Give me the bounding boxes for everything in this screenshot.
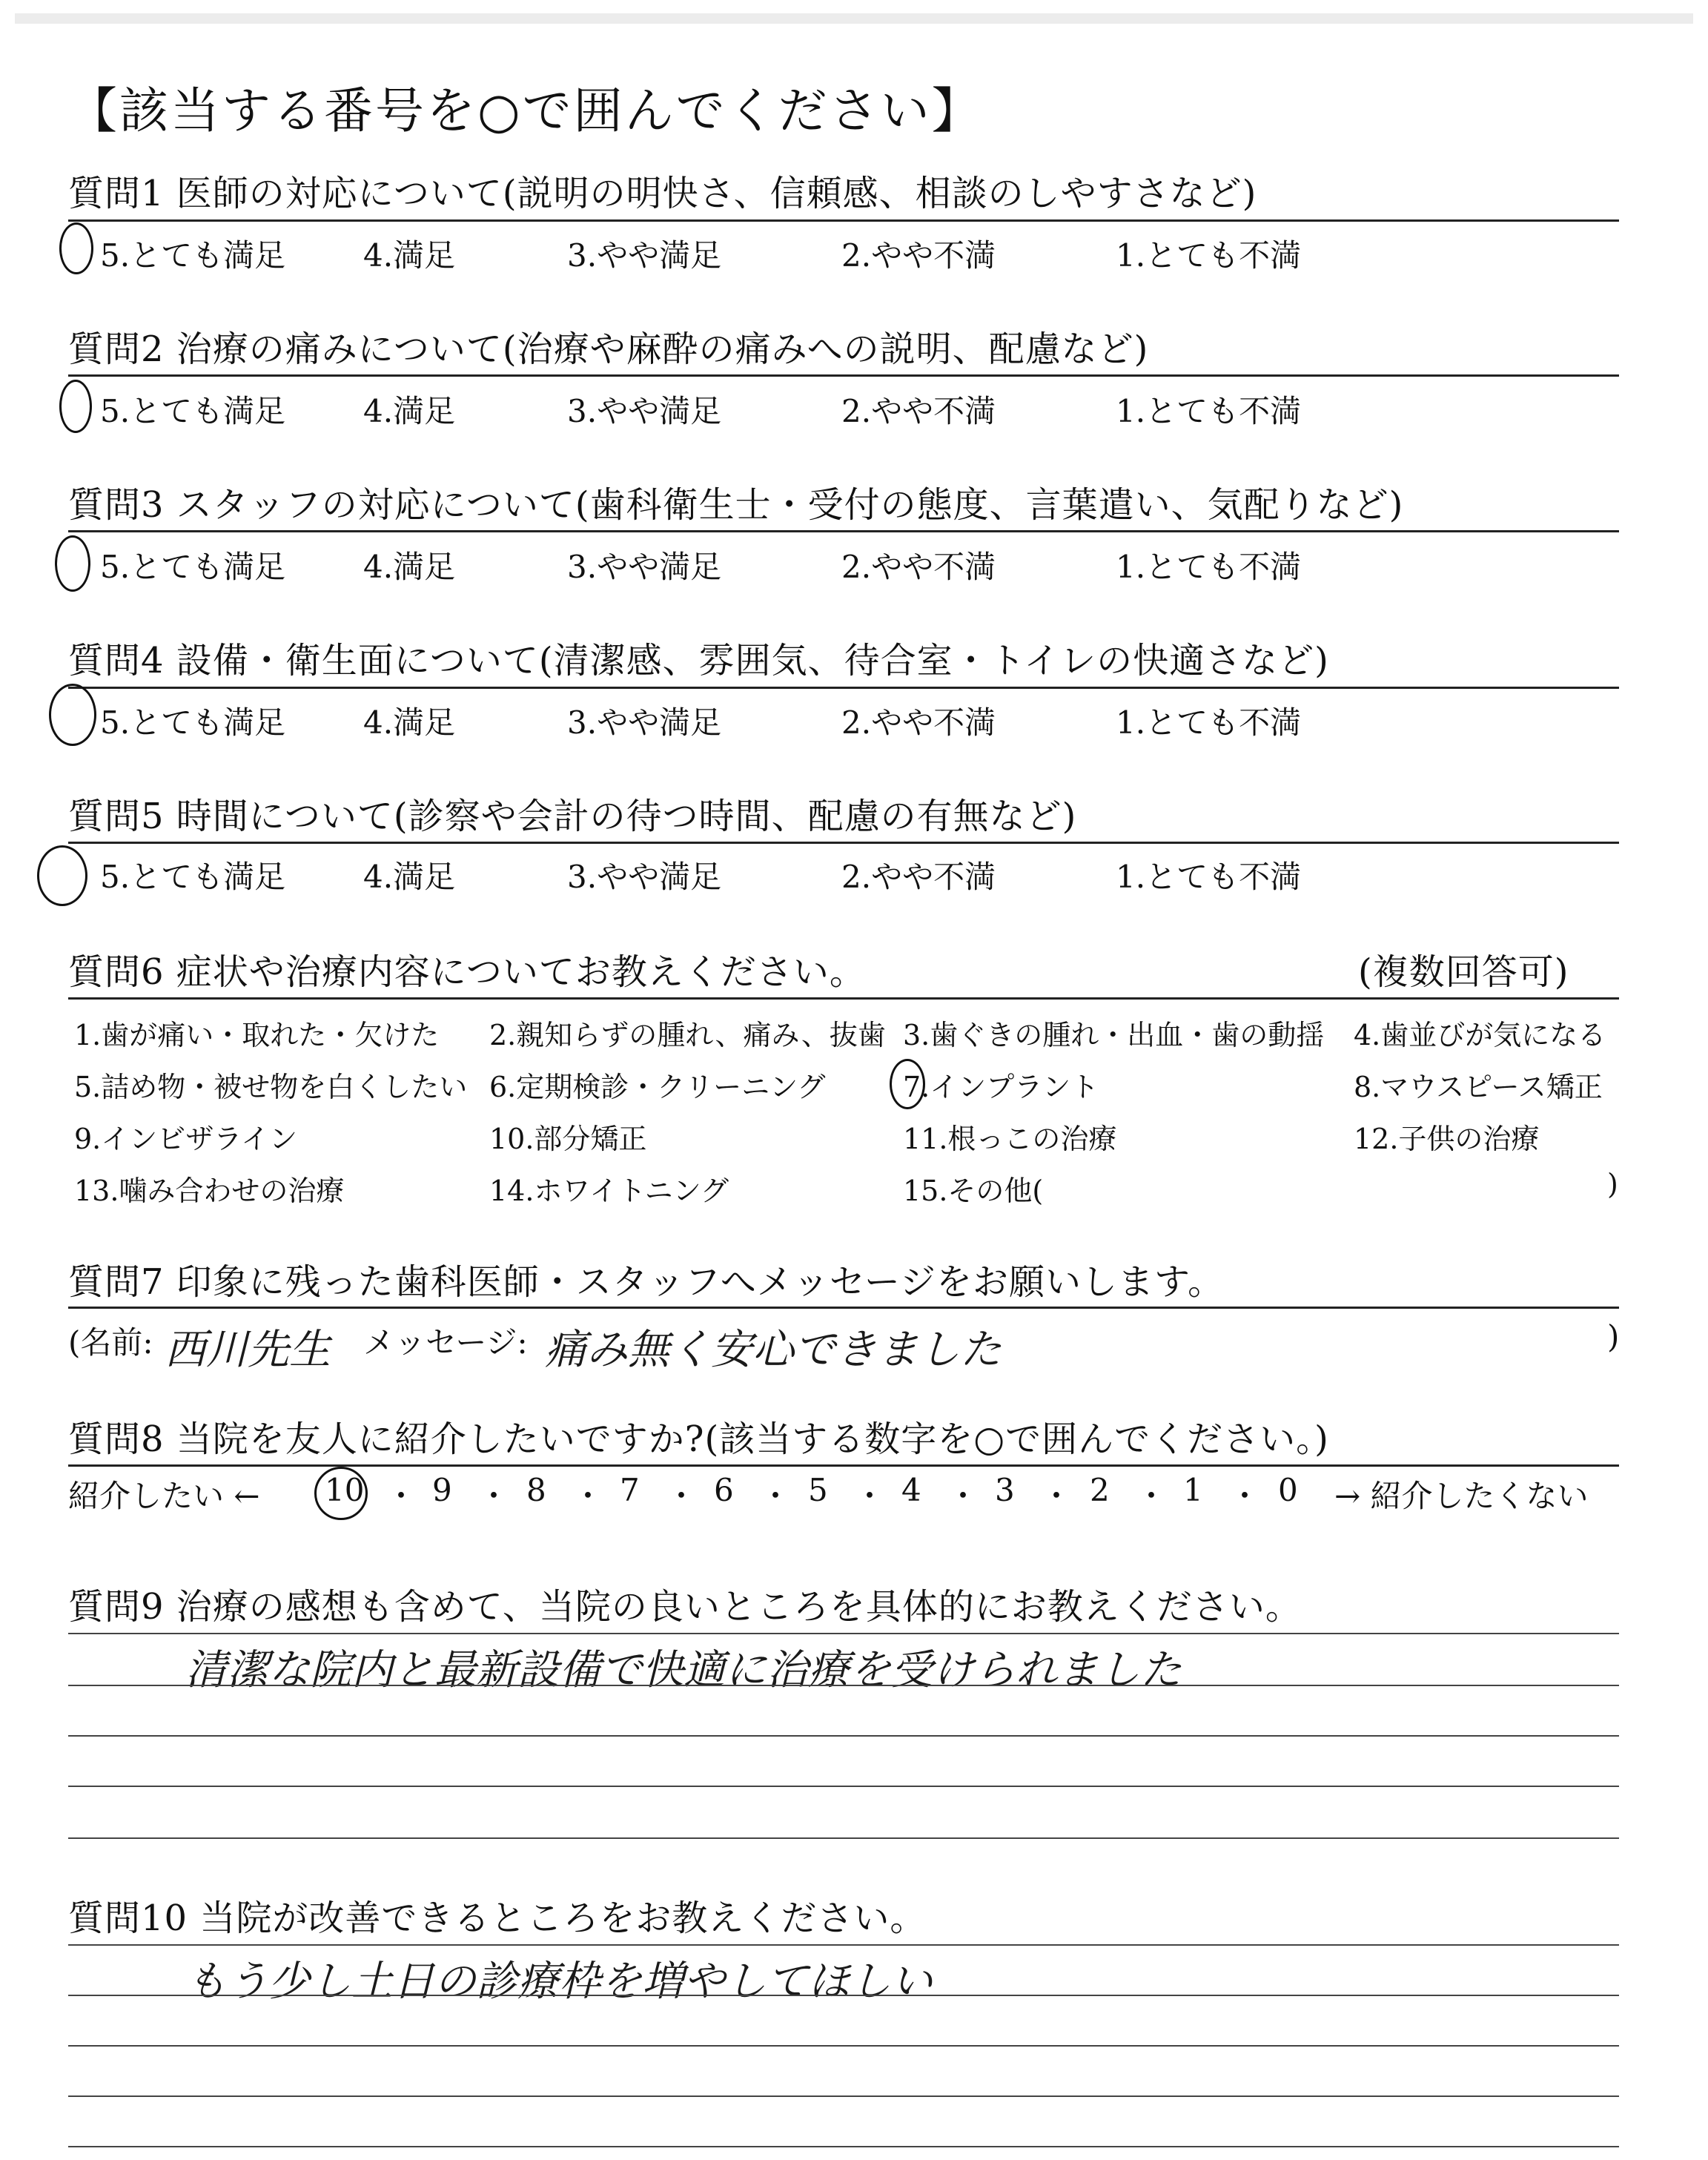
symptom-item-6[interactable]: 6.定期検診・クリーニング [489, 1071, 826, 1103]
score-separator: ・ [760, 1478, 792, 1514]
symptom-item-14[interactable]: 14.ホワイトニング [489, 1175, 729, 1207]
option-4[interactable]: 4.満足 [363, 393, 456, 429]
score-0[interactable]: 0 [1278, 1472, 1298, 1508]
ruled-line [68, 1786, 1619, 1787]
question-label: 質問4 設備・衛生面について(清潔感、雰囲気、待合室・トイレの快適さなど) [68, 640, 1329, 681]
recommend-right-label: → 紹介したくない [1334, 1478, 1589, 1514]
score-separator: ・ [478, 1478, 510, 1514]
score-1[interactable]: 1 [1183, 1472, 1203, 1508]
other-close-paren: ) [1607, 1168, 1618, 1200]
symptom-item-1[interactable]: 1.歯が痛い・取れた・欠けた [74, 1019, 440, 1051]
selection-circle [890, 1059, 925, 1109]
question-label: 質問7 印象に残った歯科医師・スタッフへメッセージをお願いします。 [68, 1261, 1225, 1303]
option-2[interactable]: 2.やや不満 [841, 704, 996, 741]
option-1[interactable]: 1.とても不満 [1116, 704, 1302, 741]
q10-answer-handwritten[interactable]: もう少し土日の診療枠を増やしてほしい [185, 1958, 933, 2006]
question-label: 質問9 治療の感想も含めて、当院の良いところを具体的にお教えください。 [68, 1586, 1302, 1628]
recommend-left-label: 紹介したい ← [68, 1478, 260, 1514]
question-label: 質問1 医師の対応について(説明の明快さ、信頼感、相談のしやすさなど) [68, 173, 1257, 214]
selection-circle [37, 845, 87, 906]
question-label: 質問3 スタッフの対応について(歯科衛生士・受付の態度、言葉遣い、気配りなど) [68, 484, 1404, 526]
question-label: 質問6 症状や治療内容についてお教えください。 [68, 951, 866, 993]
divider [68, 219, 1619, 222]
option-3[interactable]: 3.やや満足 [567, 704, 722, 741]
name-handwritten[interactable]: 西川先生 [165, 1326, 331, 1374]
question-label: 質問8 当院を友人に紹介したいですか?(該当する数字を○で囲んでください。) [68, 1418, 1329, 1460]
question-label: 質問2 治療の痛みについて(治療や麻酔の痛みへの説明、配慮など) [68, 328, 1149, 370]
divider [68, 530, 1619, 532]
score-8[interactable]: 8 [526, 1472, 546, 1508]
symptom-item-4[interactable]: 4.歯並びが気になる [1354, 1019, 1606, 1051]
message-handwritten[interactable]: 痛み無く安心できました [545, 1326, 1002, 1374]
ruled-line [68, 1837, 1619, 1839]
name-label: (名前: [68, 1324, 153, 1361]
ruled-line [68, 1633, 1619, 1634]
score-separator: ・ [666, 1478, 698, 1514]
option-5[interactable]: 5.とても満足 [100, 859, 286, 895]
symptom-item-10[interactable]: 10.部分矯正 [489, 1123, 647, 1155]
score-5[interactable]: 5 [808, 1472, 828, 1508]
multiple-answer-note: (複数回答可) [1358, 951, 1569, 993]
symptom-item-13[interactable]: 13.噛み合わせの治療 [74, 1175, 345, 1207]
ruled-line [68, 1685, 1619, 1686]
score-6[interactable]: 6 [714, 1472, 734, 1508]
option-5[interactable]: 5.とても満足 [100, 237, 286, 274]
score-separator: ・ [947, 1478, 979, 1514]
score-separator: ・ [572, 1478, 604, 1514]
option-5[interactable]: 5.とても満足 [100, 704, 286, 741]
symptom-item-2[interactable]: 2.親知らずの腫れ、痛み、抜歯 [489, 1019, 886, 1051]
ruled-line [68, 1995, 1619, 1996]
symptom-item-7[interactable]: 7.インプラント [903, 1071, 1099, 1103]
score-10[interactable]: 10 [325, 1472, 365, 1508]
option-5[interactable]: 5.とても満足 [100, 549, 286, 585]
scan-top-edge [15, 13, 1693, 24]
symptom-item-5[interactable]: 5.詰め物・被せ物を白くしたい [74, 1071, 468, 1103]
symptom-item-11[interactable]: 11.根っこの治療 [903, 1123, 1117, 1155]
selection-circle [49, 684, 96, 746]
option-1[interactable]: 1.とても不満 [1116, 237, 1302, 274]
symptom-item-15[interactable]: 15.その他( [903, 1175, 1044, 1207]
option-4[interactable]: 4.満足 [363, 549, 456, 585]
option-3[interactable]: 3.やや満足 [567, 859, 722, 895]
option-3[interactable]: 3.やや満足 [567, 549, 722, 585]
divider [68, 374, 1619, 377]
option-4[interactable]: 4.満足 [363, 704, 456, 741]
ruled-line [68, 2146, 1619, 2147]
selection-circle [59, 380, 92, 433]
selection-circle [55, 535, 90, 592]
q9-answer-handwritten[interactable]: 清潔な院内と最新設備で快適に治療を受けられました [185, 1646, 1182, 1694]
divider [68, 1464, 1619, 1467]
ruled-line [68, 1735, 1619, 1737]
divider [68, 1307, 1619, 1309]
selection-circle [59, 222, 93, 274]
message-label: メッセージ: [363, 1324, 528, 1361]
option-2[interactable]: 2.やや不満 [841, 859, 996, 895]
symptom-item-9[interactable]: 9.インビザライン [74, 1123, 298, 1155]
score-separator: ・ [1229, 1478, 1261, 1514]
score-separator: ・ [385, 1478, 417, 1514]
score-9[interactable]: 9 [432, 1472, 452, 1508]
symptom-item-8[interactable]: 8.マウスピース矯正 [1354, 1071, 1603, 1103]
score-separator: ・ [1041, 1478, 1073, 1514]
option-2[interactable]: 2.やや不満 [841, 237, 996, 274]
divider [68, 997, 1619, 1000]
score-3[interactable]: 3 [995, 1472, 1015, 1508]
question-label: 質問5 時間について(診察や会計の待つ時間、配慮の有無など) [68, 796, 1077, 837]
score-4[interactable]: 4 [901, 1472, 921, 1508]
score-7[interactable]: 7 [620, 1472, 640, 1508]
score-2[interactable]: 2 [1090, 1472, 1110, 1508]
form-heading: 【該当する番号を○で囲んでください】 [68, 82, 983, 139]
option-4[interactable]: 4.満足 [363, 859, 456, 895]
question-label: 質問10 当院が改善できるところをお教えください。 [68, 1898, 927, 1939]
divider [68, 842, 1619, 844]
ruled-line [68, 2045, 1619, 2047]
score-separator: ・ [854, 1478, 886, 1514]
message-close-paren: ) [1607, 1318, 1620, 1355]
option-1[interactable]: 1.とても不満 [1116, 393, 1302, 429]
option-2[interactable]: 2.やや不満 [841, 393, 996, 429]
symptom-item-3[interactable]: 3.歯ぐきの腫れ・出血・歯の動揺 [903, 1019, 1325, 1051]
score-separator: ・ [1136, 1478, 1168, 1514]
ruled-line [68, 2095, 1619, 2097]
divider [68, 687, 1619, 689]
ruled-line [68, 1944, 1619, 1946]
option-5[interactable]: 5.とても満足 [100, 393, 286, 429]
option-3[interactable]: 3.やや満足 [567, 393, 722, 429]
option-1[interactable]: 1.とても不満 [1116, 549, 1302, 585]
selection-circle [314, 1467, 368, 1520]
option-4[interactable]: 4.満足 [363, 237, 456, 274]
option-2[interactable]: 2.やや不満 [841, 549, 996, 585]
symptom-item-12[interactable]: 12.子供の治療 [1354, 1123, 1540, 1155]
option-1[interactable]: 1.とても不満 [1116, 859, 1302, 895]
option-3[interactable]: 3.やや満足 [567, 237, 722, 274]
